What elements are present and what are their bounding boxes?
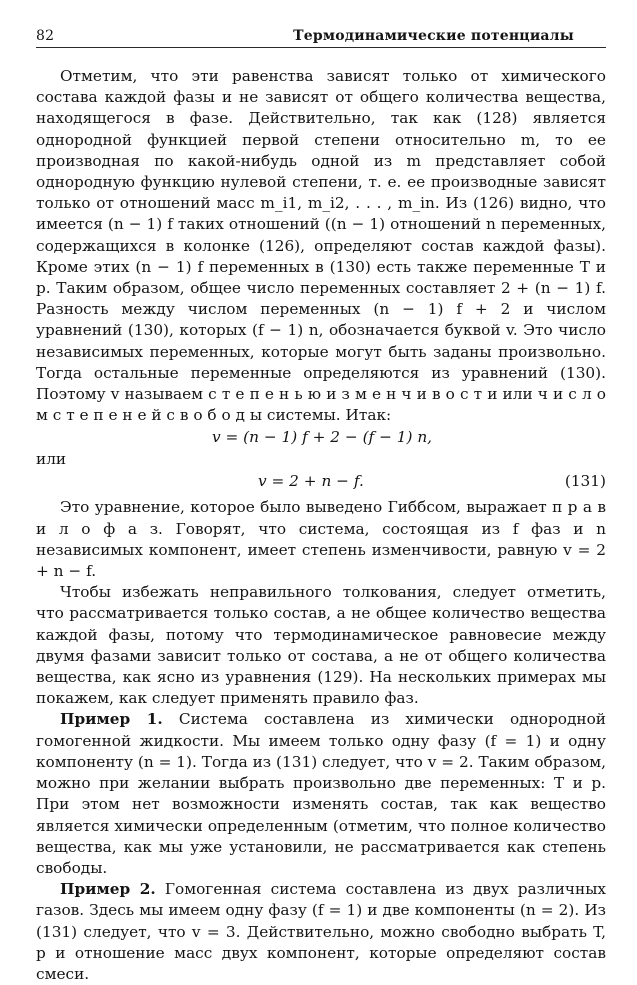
formula-1	[36, 426, 606, 449]
page-header	[36, 22, 606, 48]
connector-word: или	[36, 450, 67, 469]
page-number: 82	[36, 28, 55, 44]
formula-131-expr: v = 2 + n − f.	[258, 472, 364, 491]
example-2-label: Пример 2.	[60, 880, 156, 899]
example-1-label: Пример 1.	[60, 710, 163, 729]
equation-number: (131)	[564, 472, 606, 491]
paragraph-1: Отметим, что эти равенства зависят только от химического состава каждой фазы и не зависят от общего количества вещества, находящегося в фазе. Действительно, так как (128) является однородной функцией первой степени относительно m, то ее производная по какой-нибудь одной из m представляет собой однородную функцию нулевой степени, т. е. ее производные зависят только от отношений масс m_i1, m_i2, . . . , m_in. Из (126) видно, что имеется (n − 1) f таких отношений ((n − 1) отношений n переменных, содержащихся в колонке (126), определяют состав каждой фазы). Кроме этих (n − 1) f переменных в (130) есть также переменные T и p. Таким образом, общее число переменных составляет 2 + (n − 1) f. Разность между числом переменных (n − 1) f + 2 и числом уравнений (130), которых (f − 1) n, обозначается буквой v. Это число независимых переменных, которые могут быть заданы произвольно. Тогда остальные переменные определяются из уравнений (130). Поэтому v называем с т е п е н ь ю и з м е н ч и в о с т и или ч и с л о м с т е п е н е й с в о б о д ы системы. Итак:	[36, 67, 606, 425]
paragraph-3: Чтобы избежать неправильного толкования, следует отметить, что рассматривается только состав, а не общее количество вещества каждой фазы, потому что термодинамическое равновесие между двумя фазами зависит только от состава, а не от общего количества вещества, как ясно из уравнения (129). На нескольких примерах мы покажем, как следует применять правило фаз.	[36, 583, 606, 708]
page-body	[36, 66, 606, 985]
example-2-text: Гомогенная система составлена из двух различных газов. Здесь мы имеем одну фазу (f = 1) и две компоненты (n = 2). Из (131) следует, что v = 3. Действительно, можно свободно выбрать T, p и отношение масс двух компонент, которые определяют состав смеси.	[36, 880, 607, 983]
paragraph-2: Это уравнение, которое было выведено Гиббсом, выражает п р а в и л о ф а з. Говорят, что система, состоящая из f фаз и n независимых компонент, имеет степень изменчивости, равную v = 2 + n − f.	[36, 498, 606, 581]
formula-1-expr: v = (n − 1) f + 2 − (f − 1) n,	[212, 428, 433, 447]
running-title: Термодинамические потенциалы	[293, 28, 574, 44]
example-1-text: Система составлена из химически однородной гомогенной жидкости. Мы имеем только одну фазу (f = 1) и одну компоненту (n = 1). Тогда из (131) следует, что v = 2. Таким образом, можно при желании выбрать произвольно две переменных: T и p. При этом нет возможности изменять состав, так как вещество является химически определенным (отметим, что полное количество вещества, как мы уже установили, не рассматривается как степень свободы.	[36, 710, 606, 877]
example-2	[36, 879, 606, 985]
example-1	[36, 709, 606, 879]
formula-131	[36, 470, 606, 493]
